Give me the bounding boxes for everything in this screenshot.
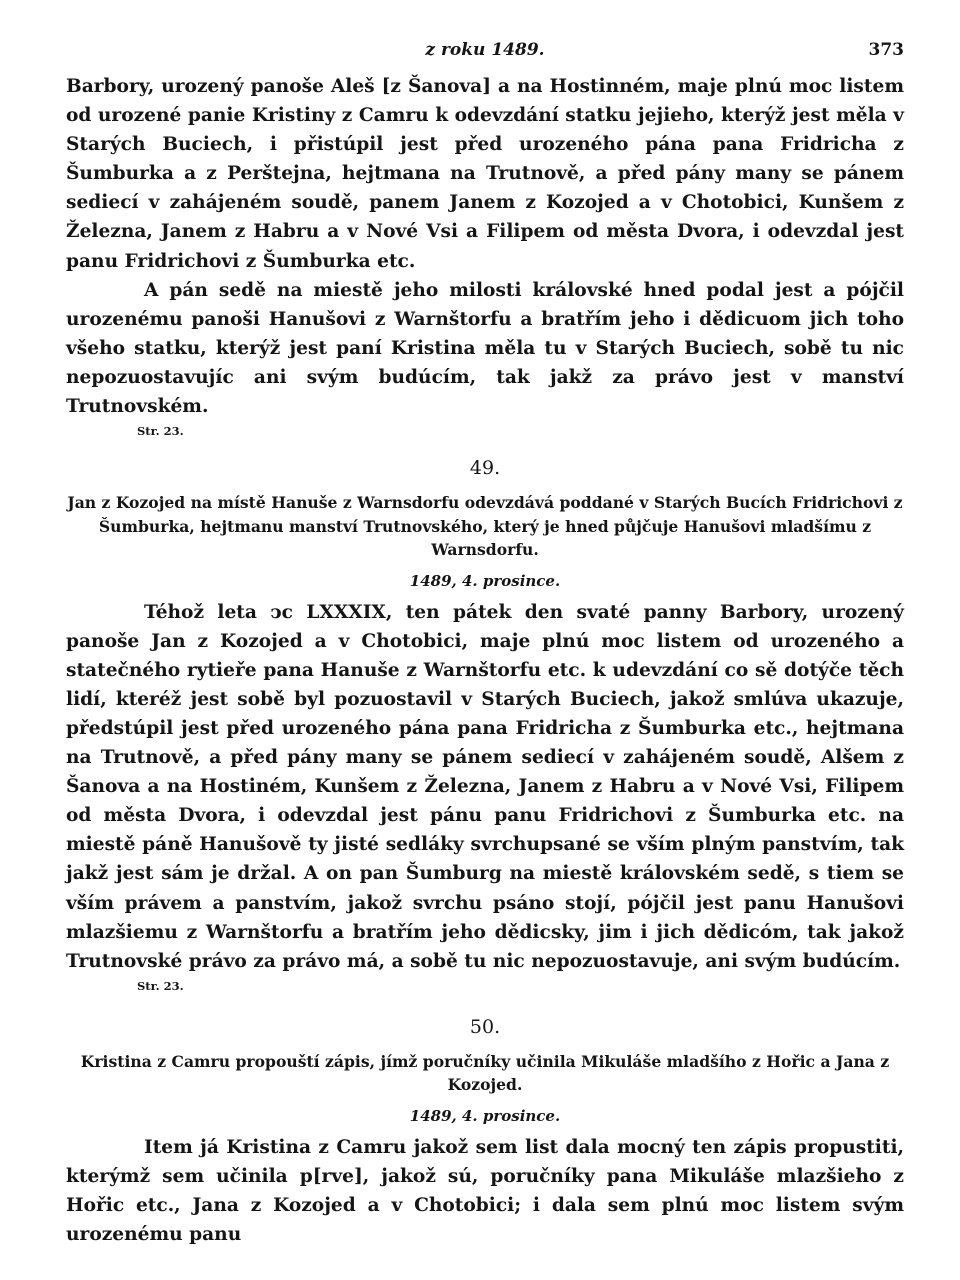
continued-entry — [66, 72, 904, 449]
document-50 — [66, 1016, 904, 1249]
running-title: z roku 1489. — [425, 40, 545, 60]
document-number: 49. — [469, 457, 501, 480]
paragraph: Téhož leta ↄc LXXXIX, ten pátek den svaté panny Barbory, urozený panoše Jan z Kozojed a v Chotobici, maje plnú moc listem od urozeného a statečného rytieře pana Hanuše z Warnštorfu etc. k udevzdání co sě dotýče těch lidí, kteréž jest sobě byl pozuostavil v Starých Buciech, jakož smlúva ukazuje, předstúpil jest před urozeného pána pana Fridricha z Šumburka etc., hejtmana na Trutnově, a před pány many se pánem sediecí v zahájeném soudě, Alšem z Šanova a na Hostiném, Kunšem z Železna, Janem z Habru a v Nové Vsi, Filipem od města Dvora, i odevzdal jest pánu panu Fridrichovi z Šumburka etc. na miestě páně Hanušově ty jisté sedláky svrchupsané se vším plným panstvím, tak jakž jest sám je držal. A on pan Šumburg na miestě královském sedě, s tiem se vším právem a panstvím, jakož svrchu psáno stojí, pójčil jest panu Hanušovi mlazšiemu z Warnštorfu a bratřím jeho dědicsky, jim i jich dědicóm, tak jakož Trutnovské právo za právo má, a sobě tu nic nepozuostavuje, ani svým budúcím. — [66, 601, 904, 972]
book-page — [66, 38, 904, 1249]
document-date: 1489, 4. prosince. — [409, 1106, 561, 1125]
document-date: 1489, 4. prosince. — [409, 571, 561, 590]
source-reference: Str. 23. — [137, 424, 184, 439]
source-reference: Str. 23. — [137, 978, 184, 993]
regest: Kristina z Camru propouští zápis, jímž poručníky učinila Mikuláše mladšího z Hořic a Jana z Kozojed. — [80, 1051, 890, 1095]
paragraph: Item já Kristina z Camru jakož sem list dala mocný ten zápis propustiti, kterýmž sem učinila p[rve], jakož sú, poručníky pana Mikuláše mlazšieho z Hořic etc., Jana z Kozojed a v Chotobici; i dala sem plnú moc listem svým urozenému panu — [66, 1136, 904, 1246]
running-head — [66, 38, 904, 72]
paragraph: A pán sedě na miestě jeho milosti královské hned podal jest a pójčil urozenému panoši Hanušovi z Warnštorfu a bratřím jeho i dědicuom jich toho všeho statku, kterýž jest paní Kristina měla tu v Starých Buciech, sobě tu nic nepozuostavujíc ani svým budúcím, tak jakž za právo jest v manství Trutnovském. — [66, 279, 904, 418]
paragraph: Barbory, urozený panoše Aleš [z Šanova] a na Hostinném, maje plnú moc listem od urozené panie Kristiny z Camru k odevzdání statku jejieho, kterýž jest měla v Starých Buciech, i přistúpil jest před urozeného pána pana Fridricha z Šumburka a z Perštejna, hejtmana na Trutnově, a před pány many se pánem sediecí v zahájeném soudě, panem Janem z Kozojed a v Chotobici, Kunšem z Železna, Janem z Habru a v Nové Vsi a Filipem od města Dvora, i odevzdal jest panu Fridrichovi z Šumburka etc. — [66, 76, 904, 272]
document-number: 50. — [469, 1015, 501, 1038]
document-49 — [66, 457, 904, 1004]
page-number: 373 — [868, 40, 904, 60]
regest: Jan z Kozojed na místě Hanuše z Warnsdorfu odevzdává poddané v Starých Bucích Fridrichovi z Šumburka, hejtmanu manství Trutnovského, který je hned půjčuje Hanušovi mladšímu z Warnsdorfu. — [67, 493, 903, 560]
